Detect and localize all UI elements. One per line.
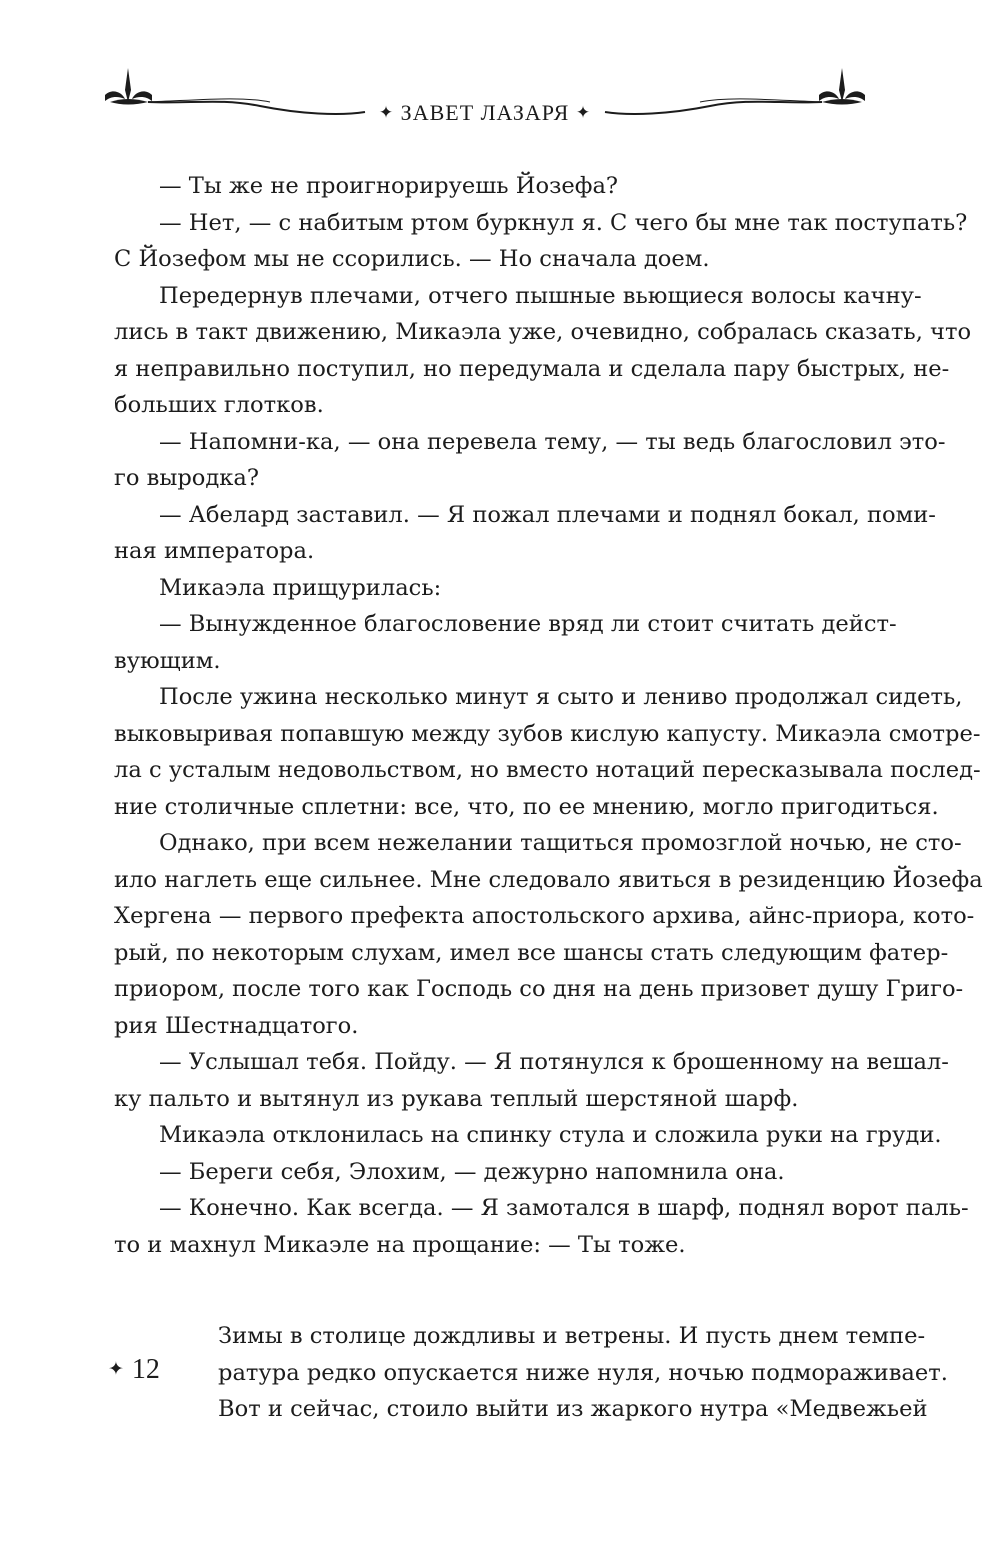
star-icon: ✦ [378,103,395,122]
page-number [108,1354,160,1386]
text-line: — Конечно. Как всегда. — Я замотался в шарф, поднял ворот паль- [159,1195,969,1221]
text-line: приором, после того как Господь со дня на день призовет душу Григо- [114,976,964,1002]
text-line: Вот и сейчас, стоило выйти из жаркого нутра «Медвежьей [218,1396,928,1422]
text-line: го выродка? [114,465,260,491]
text-line: Зимы в столице дождливы и ветрены. И пусть днем темпе- [218,1323,926,1349]
text-line: ла с усталым недовольством, но вместо нотаций пересказывала послед- [114,757,981,783]
running-head-title [100,100,870,126]
text-line: ку пальто и вытянул из рукава теплый шерстяной шарф. [114,1085,799,1112]
book-title: ЗАВЕТ ЛАЗАРЯ [400,100,570,125]
text-line: — Нет, — с набитым ртом буркнул я. С чего бы мне так поступать? [159,209,968,236]
star-icon: ✦ [575,103,592,122]
text-line: рый, по некоторым слухам, имел все шансы стать следующим фатер- [114,939,949,966]
text-line: — Абелард заставил. — Я пожал плечами и поднял бокал, поми- [159,501,936,528]
text-line: вующим. [114,647,221,674]
text-line: то и махнул Микаэле на прощание: — Ты тоже. [114,1231,686,1258]
text-line: Передернув плечами, отчего пышные вьющиеся волосы качну- [159,282,922,309]
text-line: выковыривая попавшую между зубов кислую капусту. Микаэла смотре- [114,720,981,747]
text-line: лись в такт движению, Микаэла уже, очевидно, собралась сказать, что [114,319,972,345]
text-line: Микаэла отклонилась на спинку стула и сложила руки на груди. [159,1122,942,1148]
text-line: я неправильно поступил, но передумала и сделала пару быстрых, не- [114,355,950,382]
text-line: ная императора. [114,538,315,564]
text-line: Хергена — первого префекта апостольского архива, айнс-приора, кото- [114,903,975,929]
text-line: Однако, при всем нежелании тащиться промозглой ночью, не сто- [159,830,962,856]
text-line: С Йозефом мы не ссорились. — Но сначала доем. [114,246,710,272]
new-section-text [218,1318,948,1428]
text-line: — Вынужденное благословение вряд ли стоит считать дейст- [159,611,897,637]
text-line: После ужина несколько минут я сыто и лениво продолжал сидеть, [159,684,963,710]
text-line: — Напомни-ка, — она перевела тему, — ты ведь благословил это- [159,428,946,455]
text-line: — Ты же не проигнорируешь Йозефа? [159,173,619,199]
text-line: — Услышал тебя. Пойду. — Я потянулся к брошенному на вешал- [159,1049,949,1075]
running-header [100,62,870,132]
text-line: Микаэла прищурилась: [159,574,442,601]
text-line: больших глотков. [114,392,324,418]
star-icon: ✦ [108,1359,124,1380]
text-line: рия Шестнадцатого. [114,1012,359,1039]
text-line: — Береги себя, Элохим, — дежурно напомнила она. [159,1158,785,1185]
text-line: ние столичные сплетни: все, что, по ее мнению, могло пригодиться. [114,793,939,820]
text-line: ратура редко опускается ниже нуля, ночью подмораживает. [218,1359,948,1386]
text-line: ило наглеть еще сильнее. Мне следовало явиться в резиденцию Йозефа [114,866,983,893]
body-text [114,168,983,1263]
page-number-value: 12 [131,1354,160,1385]
